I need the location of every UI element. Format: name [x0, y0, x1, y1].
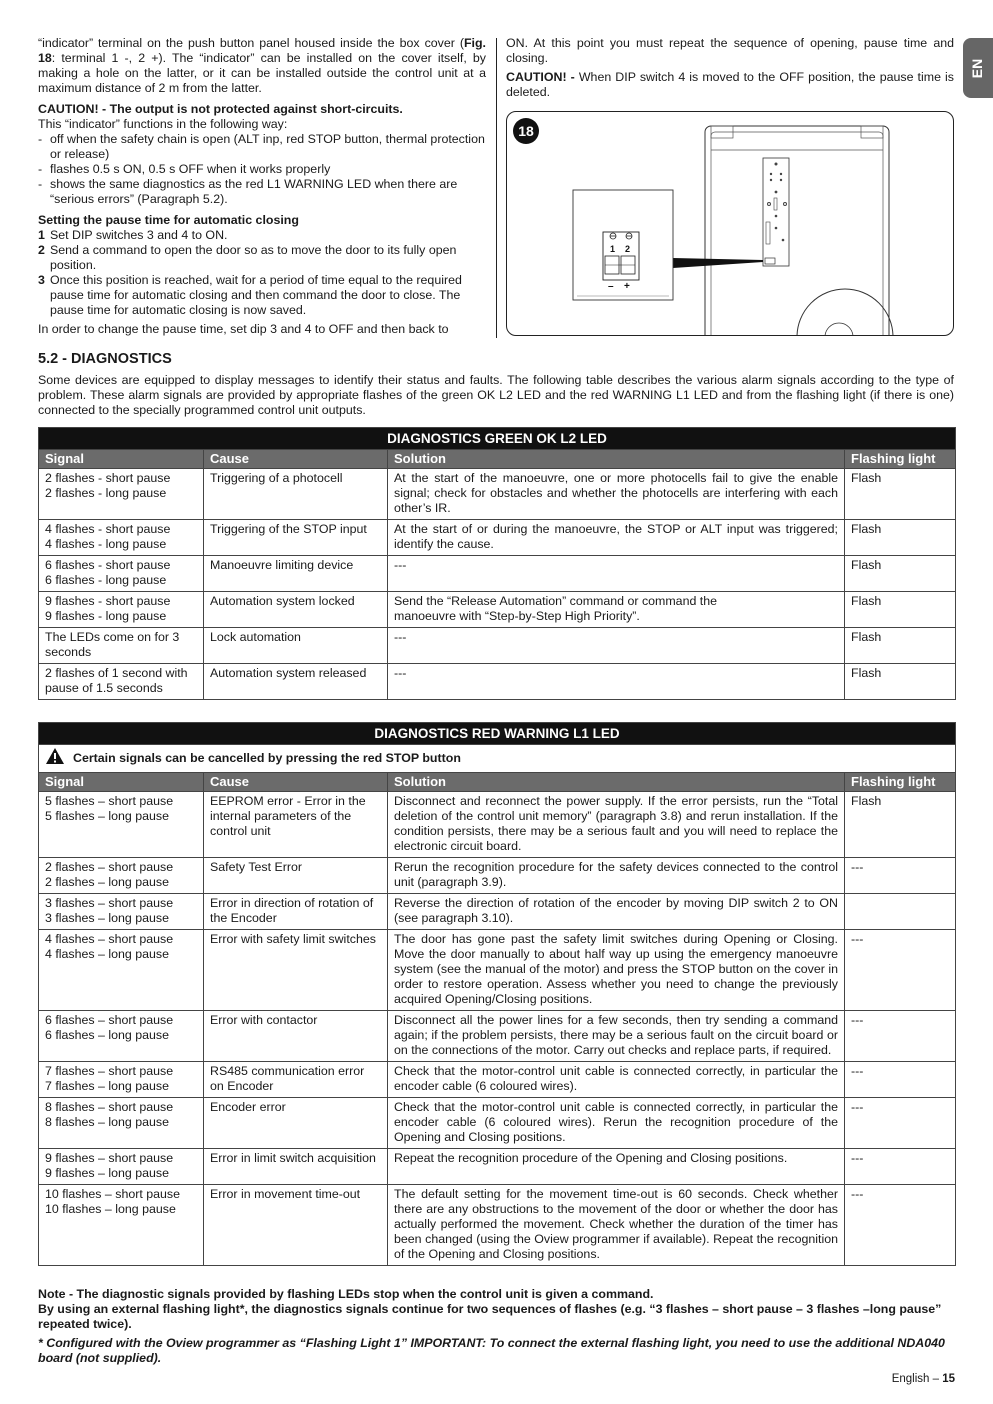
column-header: Cause: [204, 450, 388, 469]
right-column: [506, 36, 954, 100]
column-header: Flashing light: [845, 773, 956, 792]
solution-cell: Reverse the direction of rotation of the encoder by moving DIP switch 2 to ON (see paragraph 3.10).: [388, 894, 845, 930]
cause-cell: Triggering of a photocell: [204, 469, 388, 520]
caution-label: CAUTION! -: [506, 70, 575, 84]
terminal-2-label: 2: [625, 244, 631, 254]
function-bullet: - off when the safety chain is open (ALT inp, red STOP button, thermal protection or release): [38, 132, 486, 162]
column-header: Flashing light: [845, 450, 956, 469]
figure-reference: Fig. 18: [38, 36, 486, 65]
table-row: [39, 556, 956, 592]
column-header: Solution: [388, 450, 845, 469]
column-header: Signal: [39, 773, 204, 792]
function-bullet: - shows the same diagnostics as the red L1 WARNING LED when there are “serious errors” (Paragraph 5.2).: [38, 177, 486, 207]
signal-cell: 8 flashes – short pause 8 flashes – long pause: [39, 1098, 204, 1149]
flashing-light-cell: ---: [845, 1062, 956, 1098]
flashing-light-cell: [845, 894, 956, 930]
signal-cell: 3 flashes – short pause 3 flashes – long pause: [39, 894, 204, 930]
note-external-light: By using an external flashing light*, the diagnostics signals continue for two sequences of flashes (e.g. “3 flashes – short pause – 3 flashes –long pause” repeated twice).: [38, 1302, 942, 1331]
cause-cell: RS485 communication error on Encoder: [204, 1062, 388, 1098]
table-row: [39, 1185, 956, 1266]
pause-time-steps: [38, 228, 486, 318]
notes-block: [38, 1287, 954, 1366]
solution-cell: At the start of the manoeuvre, one or more photocells fail to give the enable signal; check for obstacles and whether the photocells are interfering with each other’s IR.: [388, 469, 845, 520]
left-column: [38, 36, 486, 337]
solution-cell: Send the “Release Automation” command or command the manoeuvre with “Step-by-Step High Priority”.: [388, 592, 845, 628]
signal-cell: 2 flashes - short pause 2 flashes - long pause: [39, 469, 204, 520]
change-pause-text: In order to change the pause time, set dip 3 and 4 to OFF and then back to: [38, 322, 449, 336]
warning-text: Certain signals can be cancelled by pressing the red STOP button: [73, 751, 461, 765]
red-table-title: DIAGNOSTICS RED WARNING L1 LED: [39, 723, 956, 745]
solution-cell: ---: [388, 628, 845, 664]
flashing-light-cell: Flash: [845, 664, 956, 700]
step-text: Once this position is reached, wait for a period of time equal to the required pause time for automatic closing and then command the door to close. The pause time for automatic closing is now saved.: [50, 273, 462, 317]
flashing-light-cell: ---: [845, 858, 956, 894]
flashing-light-cell: Flash: [845, 520, 956, 556]
cause-cell: Lock automation: [204, 628, 388, 664]
table-row: [39, 469, 956, 520]
cause-cell: Error with safety limit switches: [204, 930, 388, 1011]
warning-icon: [45, 747, 65, 769]
indicator-paragraph: [38, 36, 486, 96]
section-title: 5.2 - DIAGNOSTICS: [38, 351, 172, 367]
flashing-light-cell: ---: [845, 1098, 956, 1149]
section-intro: Some devices are equipped to display messages to identify their status and faults. The following table describes the various alarm signals according to the type of problem. These alarm signals are provided by appropriate flashes of the green OK L2 LED and the red WARNING L1 LED and from the flashing light (if there is one) connected to the specially programmed control unit outputs.: [38, 373, 954, 417]
solution-cell: Check that the motor-control unit cable is connected correctly, in particular the encoder cable (6 coloured wires). Rerun the recognition procedure of the Opening and Closing positions.: [388, 1098, 845, 1149]
flashing-light-cell: Flash: [845, 792, 956, 858]
indicator-text-a: “indicator” terminal on the push button panel housed inside the box cover (: [38, 36, 464, 50]
repeat-sequence-text: ON. At this point you must repeat the sequence of opening, pause time and closing.: [506, 36, 954, 65]
function-bullet: - flashes 0.5 s ON, 0.5 s OFF when it works properly: [38, 162, 486, 177]
pause-step: [38, 243, 486, 273]
red-led-table: [38, 722, 956, 1266]
solution-cell: Check that the motor-control unit cable is connected correctly, in particular the encoder cable (6 coloured wires).: [388, 1062, 845, 1098]
column-divider: [496, 38, 497, 338]
page-number: 15: [942, 1373, 955, 1385]
table-row: [39, 664, 956, 700]
step-number: 2: [38, 243, 45, 257]
solution-cell: Disconnect and reconnect the power supply. If the error persists, run the “Total deletion of the control unit memory” (paragraph 3.8) and rerun installation. If the condition persists, there may be a serious fault and you will need to replace the electronic circuit board.: [388, 792, 845, 858]
solution-cell: ---: [388, 664, 845, 700]
signal-cell: 6 flashes – short pause 6 flashes – long pause: [39, 1011, 204, 1062]
functions-intro: This “indicator” functions in the following way:: [38, 117, 288, 131]
step-text: Set DIP switches 3 and 4 to ON.: [50, 228, 228, 242]
table-row: [39, 858, 956, 894]
signal-cell: The LEDs come on for 3 seconds: [39, 628, 204, 664]
language-label: EN: [969, 58, 986, 78]
table-row: [39, 1011, 956, 1062]
flashing-light-cell: ---: [845, 930, 956, 1011]
table-row: [39, 1098, 956, 1149]
pause-time-heading: Setting the pause time for automatic closing: [38, 213, 299, 227]
terminal-1-label: 1: [610, 244, 616, 254]
pause-step: [38, 273, 486, 318]
stop-button-warning: [39, 745, 956, 773]
signal-cell: 4 flashes - short pause 4 flashes - long pause: [39, 520, 204, 556]
cause-cell: Error in direction of rotation of the Encoder: [204, 894, 388, 930]
solution-cell: Disconnect all the power lines for a few seconds, then try sending a command again; if the problem persists, there may be a serious fault on the circuit board or on the connections of the motor. Carry out checks and replace parts, if required.: [388, 1011, 845, 1062]
step-number: 1: [38, 228, 45, 242]
page-footer: [892, 1372, 955, 1387]
pause-step: [38, 228, 486, 243]
solution-cell: The door has gone past the safety limit switches during Opening or Closing. Move the door manually to about half way up using the emergency manoeuvre system (see the manual of the motor) and press the STOP button on the cover in order to restore operation. Assess whether you need to change the previously acquired Opening/Closing positions.: [388, 930, 845, 1011]
signal-cell: 5 flashes – short pause 5 flashes – long pause: [39, 792, 204, 858]
cause-cell: Error with contactor: [204, 1011, 388, 1062]
flashing-light-cell: ---: [845, 1149, 956, 1185]
cause-cell: Encoder error: [204, 1098, 388, 1149]
caution-text: When DIP switch 4 is moved to the OFF position, the pause time is deleted.: [506, 70, 954, 99]
signal-cell: 9 flashes – short pause 9 flashes – long pause: [39, 1149, 204, 1185]
table-row: [39, 592, 956, 628]
figure-18: [506, 111, 954, 336]
signal-cell: 7 flashes – short pause 7 flashes – long pause: [39, 1062, 204, 1098]
solution-cell: ---: [388, 556, 845, 592]
footer-language: English –: [891, 1373, 943, 1385]
flashing-light-cell: Flash: [845, 469, 956, 520]
figure-number-badge: 18: [513, 118, 539, 144]
cause-cell: Automation system locked: [204, 592, 388, 628]
table-row: [39, 520, 956, 556]
step-number: 3: [38, 273, 45, 287]
solution-cell: Repeat the recognition procedure of the Opening and Closing positions.: [388, 1149, 845, 1185]
signal-cell: 4 flashes – short pause 4 flashes – long pause: [39, 930, 204, 1011]
cause-cell: Safety Test Error: [204, 858, 388, 894]
indicator-function-list: [38, 132, 486, 207]
signal-cell: 6 flashes - short pause 6 flashes - long pause: [39, 556, 204, 592]
cause-cell: Error in limit switch acquisition: [204, 1149, 388, 1185]
caution-dip-switch: [506, 70, 954, 100]
signal-cell: 9 flashes - short pause 9 flashes - long pause: [39, 592, 204, 628]
column-header: Solution: [388, 773, 845, 792]
flashing-light-cell: Flash: [845, 592, 956, 628]
terminal-minus-label: –: [608, 281, 614, 292]
flashing-light-cell: ---: [845, 1011, 956, 1062]
step-text: Send a command to open the door so as to move the door to its fully open position.: [50, 243, 457, 272]
cause-cell: Error in movement time-out: [204, 1185, 388, 1266]
flashing-light-cell: Flash: [845, 556, 956, 592]
table-row: [39, 1149, 956, 1185]
language-tab[interactable]: [963, 38, 993, 98]
control-box-diagram: [507, 112, 954, 336]
flashing-light-cell: ---: [845, 1185, 956, 1266]
solution-cell: The default setting for the movement time-out is 60 seconds. Check whether there are any obstructions to the movement of the door or whether the door has actually performed the movement. Check whether the duration of the timer has been changed (using the Oview programmer if available). Repeat the recognition of the Opening and Closing positions.: [388, 1185, 845, 1266]
signal-cell: 2 flashes of 1 second with pause of 1.5 seconds: [39, 664, 204, 700]
flashing-light-cell: Flash: [845, 628, 956, 664]
green-table-title: DIAGNOSTICS GREEN OK L2 LED: [39, 428, 956, 450]
column-header: Signal: [39, 450, 204, 469]
table-row: [39, 792, 956, 858]
note-oview-config: * Configured with the Oview programmer as “Flashing Light 1” IMPORTANT: To connect the external flashing light, you need to use the additional NDA040 board (not supplied).: [38, 1336, 945, 1365]
green-led-table: [38, 427, 956, 700]
cause-cell: Manoeuvre limiting device: [204, 556, 388, 592]
indicator-text-b: : terminal 1 -, 2 +). The “indicator” can be installed on the cover itself, by making a hole on the latter, or it can be installed outside the control unit at a maximum distance of 2 m from the latter.: [38, 51, 486, 95]
table-row: [39, 930, 956, 1011]
table-row: [39, 628, 956, 664]
signal-cell: 2 flashes – short pause 2 flashes – long pause: [39, 858, 204, 894]
caution-short-circuit: CAUTION! - The output is not protected against short-circuits.: [38, 102, 403, 116]
solution-cell: Rerun the recognition procedure for the safety devices connected to the control unit (paragraph 3.9).: [388, 858, 845, 894]
signal-cell: 10 flashes – short pause 10 flashes – long pause: [39, 1185, 204, 1266]
solution-cell: At the start of or during the manoeuvre, the STOP or ALT input was triggered; identify the cause.: [388, 520, 845, 556]
column-header: Cause: [204, 773, 388, 792]
table-row: [39, 1062, 956, 1098]
cause-cell: EEPROM error - Error in the internal parameters of the control unit: [204, 792, 388, 858]
cause-cell: Automation system released: [204, 664, 388, 700]
cause-cell: Triggering of the STOP input: [204, 520, 388, 556]
table-row: [39, 894, 956, 930]
terminal-plus-label: +: [624, 281, 630, 292]
note-stop-signals: Note - The diagnostic signals provided by flashing LEDs stop when the control unit is given a command.: [38, 1287, 654, 1301]
